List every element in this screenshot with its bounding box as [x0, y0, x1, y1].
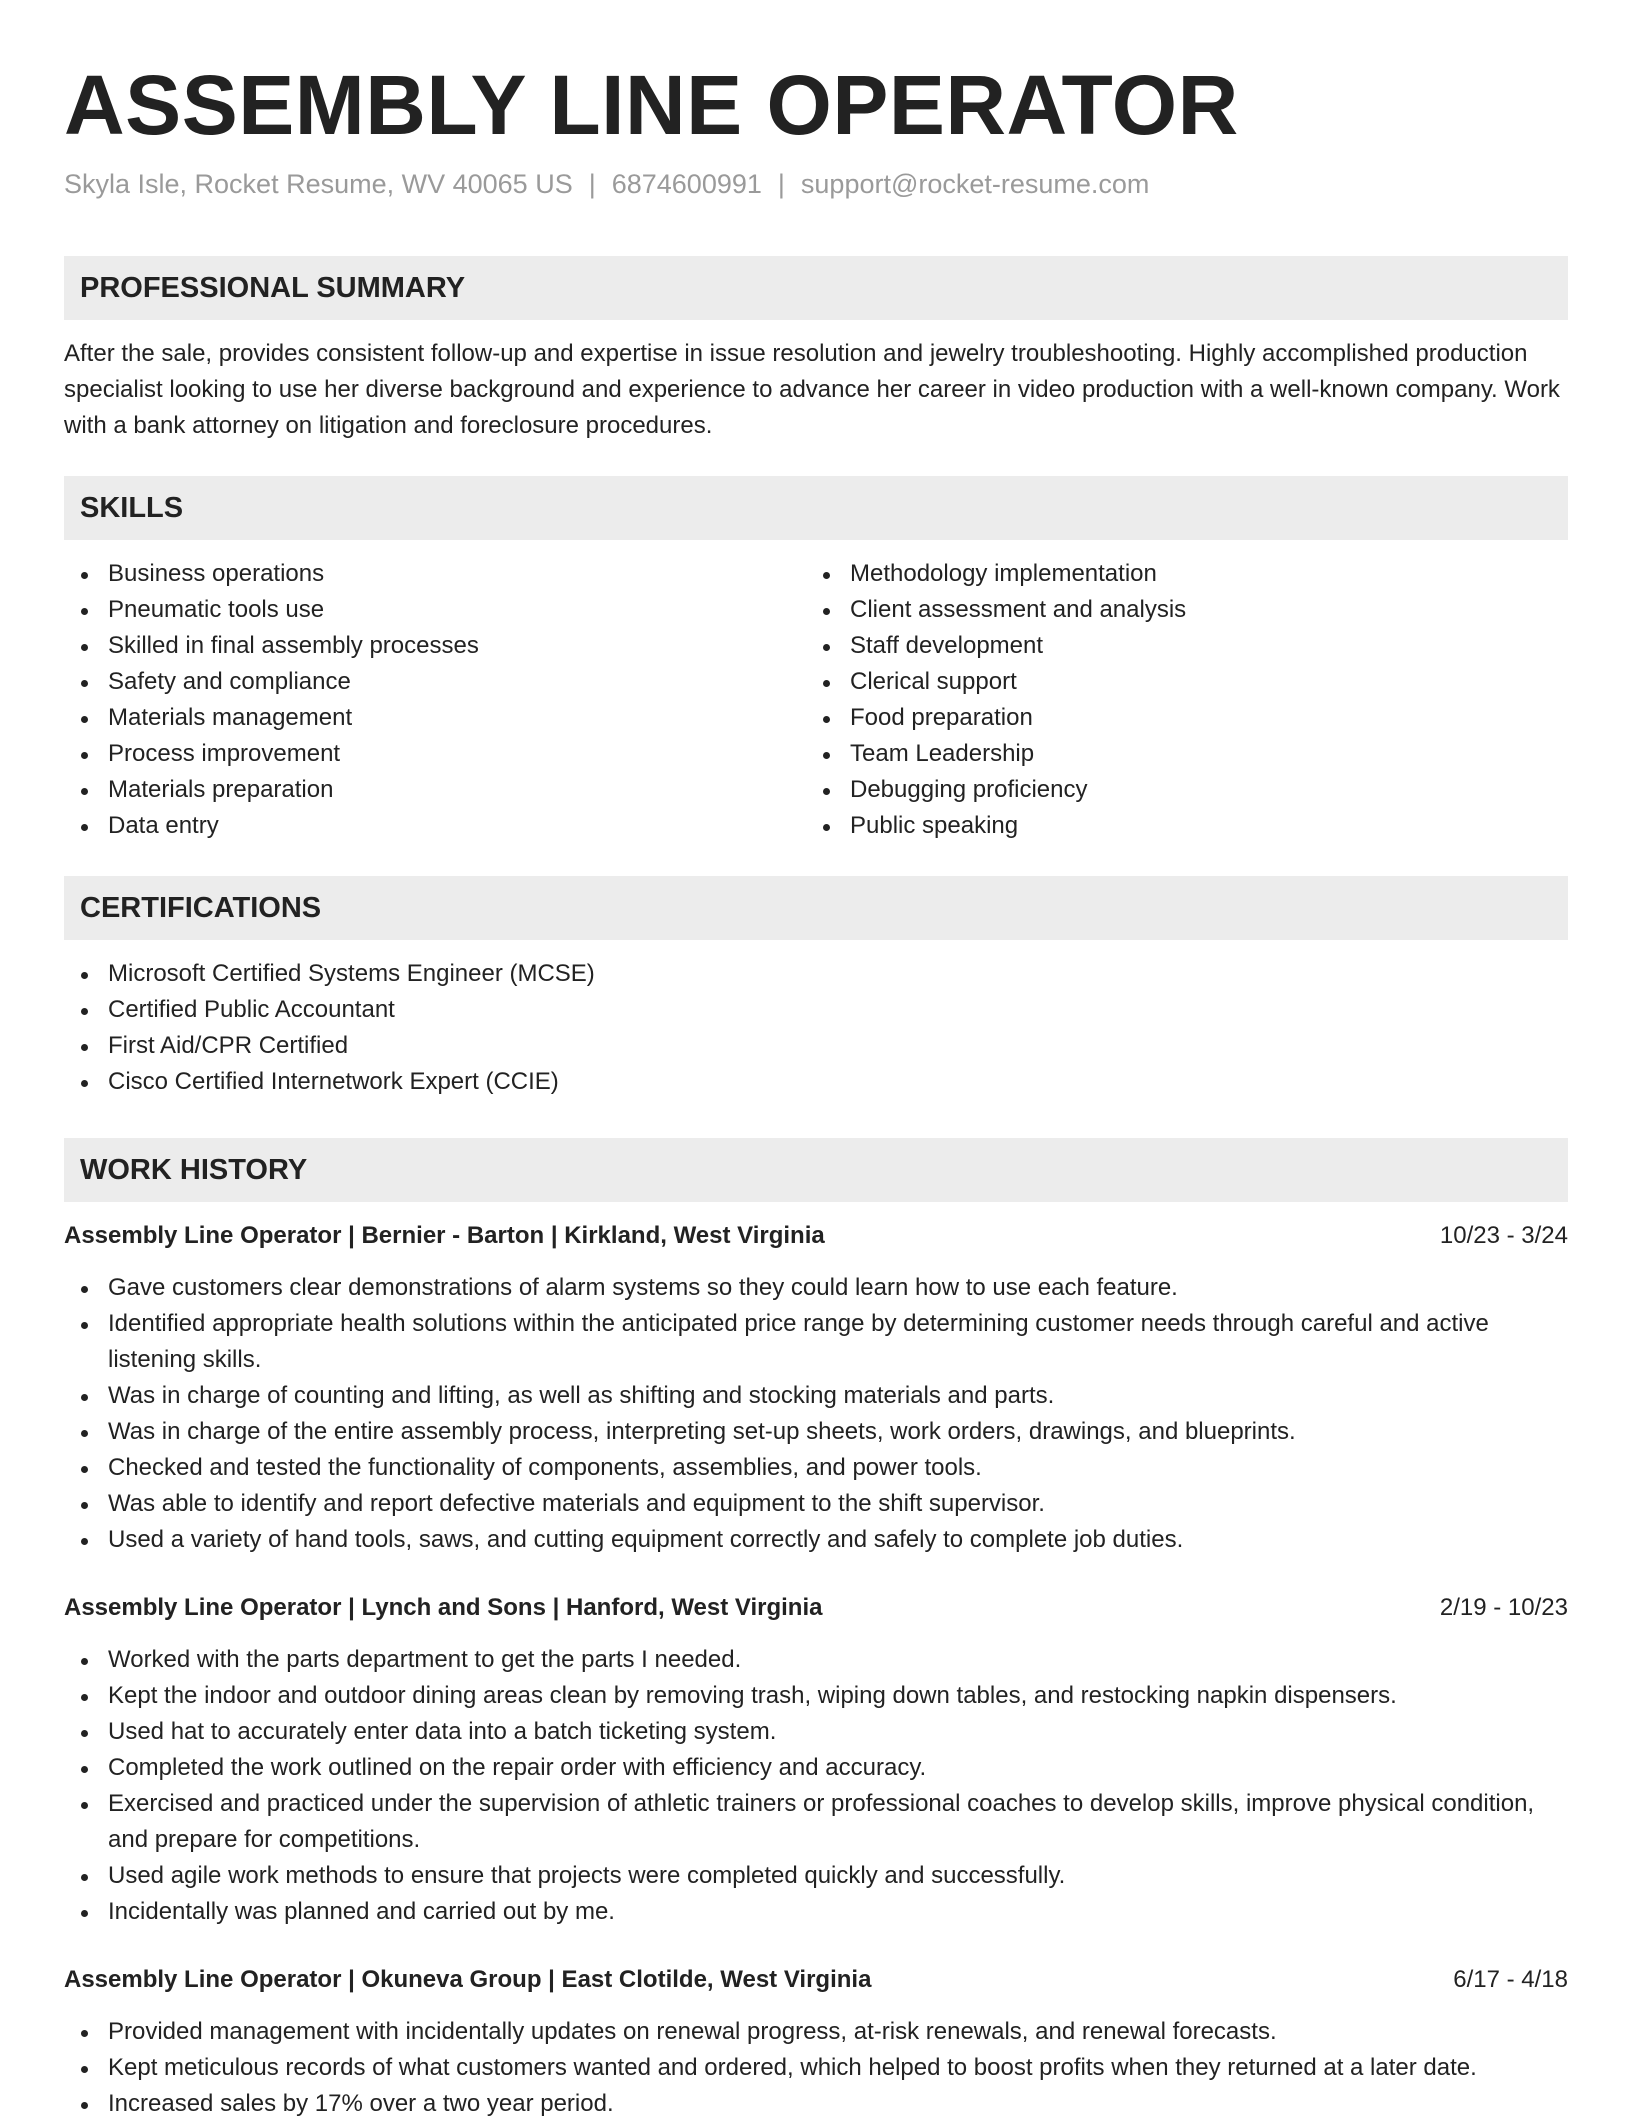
contact-email: support@rocket-resume.com [800, 169, 1150, 199]
job-duties [64, 2014, 1568, 2122]
job-entry [64, 1218, 1568, 1558]
list-item: Kept meticulous records of what customers wanted and ordered, which helped to boost profits when they returned at a later date. [64, 2050, 1568, 2086]
list-item: Process improvement [64, 736, 806, 772]
list-item: Certified Public Accountant [64, 992, 1568, 1028]
contact-phone: 6874600991 [611, 169, 762, 199]
job-dates: 10/23 - 3/24 [1439, 1222, 1568, 1249]
list-item: Exercised and practiced under the supervision of athletic trainers or professional coaches to develop skills, improve physical condition, and prepare for competitions. [64, 1786, 1568, 1858]
certifications-list [64, 956, 1568, 1100]
job-dates: 2/19 - 10/23 [1439, 1594, 1568, 1621]
skills-list-left [64, 556, 806, 844]
list-item: Safety and compliance [64, 664, 806, 700]
contact-separator: | [777, 169, 785, 199]
list-item: Food preparation [806, 700, 1548, 736]
section-header-summary: PROFESSIONAL SUMMARY [64, 256, 1568, 320]
list-item: Kept the indoor and outdoor dining areas clean by removing trash, wiping down tables, and restocking napkin dispensers. [64, 1678, 1568, 1714]
list-item: Client assessment and analysis [806, 592, 1548, 628]
contact-separator: | [588, 169, 596, 199]
list-item: Identified appropriate health solutions within the anticipated price range by determining customer needs through careful and active listening skills. [64, 1306, 1568, 1378]
list-item: Was able to identify and report defective materials and equipment to the shift supervisor. [64, 1486, 1568, 1522]
candidate-title: ASSEMBLY LINE OPERATOR [64, 58, 1239, 152]
list-item: Staff development [806, 628, 1548, 664]
job-duties [64, 1270, 1568, 1558]
job-header [64, 1590, 1568, 1626]
list-item: Completed the work outlined on the repair order with efficiency and accuracy. [64, 1750, 1568, 1786]
list-item: Microsoft Certified Systems Engineer (MCSE) [64, 956, 1568, 992]
list-item: Public speaking [806, 808, 1548, 844]
list-item: Team Leadership [806, 736, 1548, 772]
summary-text: After the sale, provides consistent follow-up and expertise in issue resolution and jewelry troubleshooting. Highly accomplished production specialist looking to use her diverse background and experience to advance her career in video production with a well-known company. Work with a bank attorney on litigation and foreclosure procedures. [64, 340, 1560, 439]
list-item: Clerical support [806, 664, 1548, 700]
list-item: Methodology implementation [806, 556, 1548, 592]
list-item: Checked and tested the functionality of components, assemblies, and power tools. [64, 1450, 1568, 1486]
list-item: Business operations [64, 556, 806, 592]
section-header-skills: SKILLS [64, 476, 1568, 540]
job-heading: Assembly Line Operator | Lynch and Sons | Hanford, West Virginia [64, 1594, 823, 1621]
list-item: Was in charge of the entire assembly process, interpreting set-up sheets, work orders, drawings, and blueprints. [64, 1414, 1568, 1450]
list-item: Used a variety of hand tools, saws, and cutting equipment correctly and safely to complete job duties. [64, 1522, 1568, 1558]
list-item: Increased sales by 17% over a two year period. [64, 2086, 1568, 2122]
list-item: Provided management with incidentally updates on renewal progress, at-risk renewals, and renewal forecasts. [64, 2014, 1568, 2050]
list-item: Used hat to accurately enter data into a batch ticketing system. [64, 1714, 1568, 1750]
list-item: Cisco Certified Internetwork Expert (CCIE) [64, 1064, 1568, 1100]
job-dates: 6/17 - 4/18 [1453, 1966, 1568, 1993]
list-item: Incidentally was planned and carried out by me. [64, 1894, 1568, 1930]
list-item: First Aid/CPR Certified [64, 1028, 1568, 1064]
list-item: Worked with the parts department to get the parts I needed. [64, 1642, 1568, 1678]
list-item: Was in charge of counting and lifting, as well as shifting and stocking materials and parts. [64, 1378, 1568, 1414]
job-header [64, 1962, 1568, 1998]
list-item: Materials preparation [64, 772, 806, 808]
list-item: Pneumatic tools use [64, 592, 806, 628]
resume-page [64, 0, 1568, 2122]
list-item: Debugging proficiency [806, 772, 1548, 808]
job-heading: Assembly Line Operator | Bernier - Barton | Kirkland, West Virginia [64, 1222, 825, 1249]
section-header-certifications: CERTIFICATIONS [64, 876, 1568, 940]
skills-grid [64, 556, 1568, 844]
job-entry [64, 1590, 1568, 1930]
skills-list-right [806, 556, 1548, 844]
job-duties [64, 1642, 1568, 1930]
job-heading: Assembly Line Operator | Okuneva Group | East Clotilde, West Virginia [64, 1966, 872, 1993]
job-entry [64, 1962, 1568, 2122]
contact-address: Skyla Isle, Rocket Resume, WV 40065 US [64, 169, 573, 199]
list-item: Materials management [64, 700, 806, 736]
list-item: Gave customers clear demonstrations of alarm systems so they could learn how to use each feature. [64, 1270, 1568, 1306]
job-header [64, 1218, 1568, 1254]
list-item: Used agile work methods to ensure that projects were completed quickly and successfully. [64, 1858, 1568, 1894]
section-header-work-history: WORK HISTORY [64, 1138, 1568, 1202]
list-item: Skilled in final assembly processes [64, 628, 806, 664]
contact-line [64, 166, 1568, 202]
list-item: Data entry [64, 808, 806, 844]
